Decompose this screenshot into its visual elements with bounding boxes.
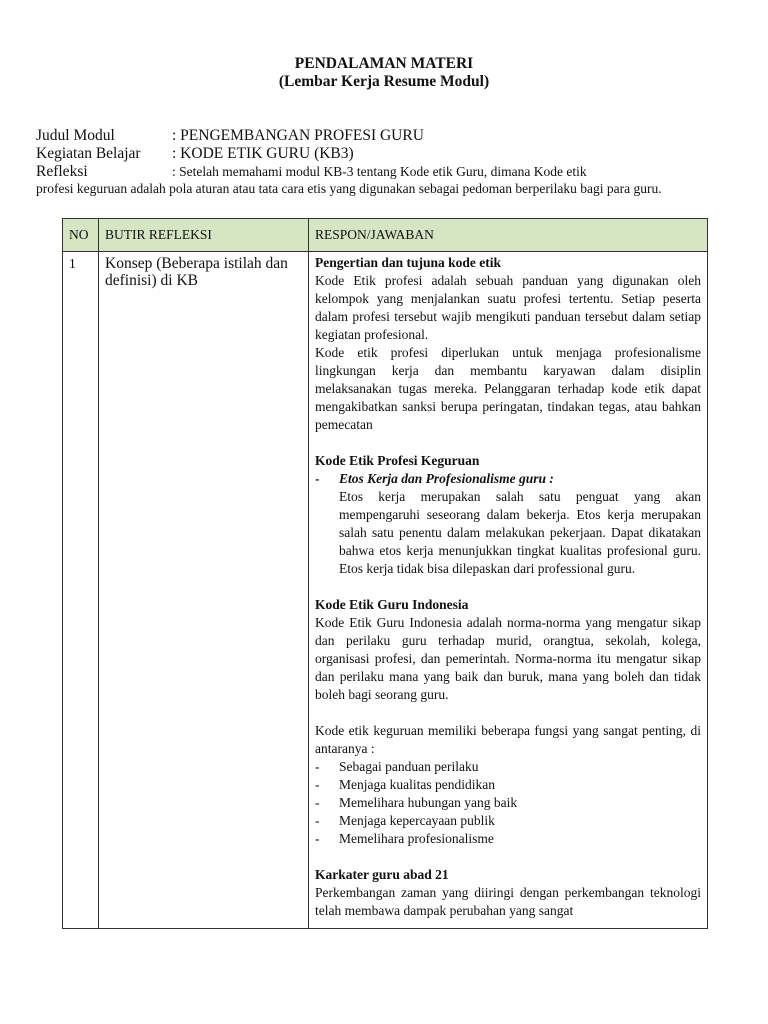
page-title: PENDALAMAN MATERI [294, 55, 474, 72]
meta-refleksi [36, 163, 587, 181]
paragraph: Kode etik keguruan memiliki beberapa fungsi yang sangat penting, di antaranya : [315, 723, 701, 756]
sub-heading [315, 470, 701, 488]
list-item: - Menjaga kualitas pendidikan [315, 777, 495, 792]
meta-judul [36, 127, 424, 145]
section-heading: Pengertian dan tujuna kode etik [315, 255, 502, 270]
list-item: - Sebagai panduan perilaku [315, 759, 479, 774]
paragraph: Kode Etik profesi adalah sebuah panduan yang digunakan oleh kelompok yang menjalankan suatu profesi tertentu. Setiap peserta dalam profesi tersebut wajib mengikuti panduan tersebut dalam setiap kegiatan profesional. [315, 273, 701, 342]
meta-judul-label: Judul Modul [36, 127, 115, 144]
header-respon: RESPON/JAWABAN [309, 219, 708, 252]
header-butir: BUTIR REFLEKSI [99, 219, 309, 252]
section-heading: Karkater guru abad 21 [315, 867, 449, 882]
meta-kegiatan-value: : KODE ETIK GURU (KB3) [172, 145, 354, 162]
paragraph: Kode Etik Guru Indonesia adalah norma-norma yang mengatur sikap dan perilaku guru terhadap murid, orangtua, sekolah, kolega, organisasi profesi, dan pemerintah. Norma-norma itu mengatur sikap dan perilaku mana yang baik dan buruk, mana yang boleh dan tidak boleh bagi seorang guru. [315, 615, 701, 702]
paragraph: Kode etik profesi diperlukan untuk menjaga profesionalisme lingkungan kerja dan membantu karyawan dalam disiplin melaksanakan tugas mereka. Pelanggaran terhadap kode etik dapat mengakibatkan sanksi berupa peringatan, tindakan tegas, atau bahkan pemecatan [315, 345, 701, 432]
section-heading: Kode Etik Guru Indonesia [315, 597, 469, 612]
meta-kegiatan [36, 145, 354, 163]
page-subtitle: (Lembar Kerja Resume Modul) [278, 73, 490, 90]
meta-judul-value: : PENGEMBANGAN PROFESI GURU [172, 127, 424, 144]
row-respon [309, 252, 708, 929]
function-list [315, 758, 701, 848]
header-no: NO [63, 219, 99, 252]
reflection-table [62, 218, 708, 929]
meta-refleksi-label: Refleksi [36, 163, 88, 180]
meta-refleksi-continuation: profesi keguruan adalah pola aturan atau tata cara etis yang digunakan sebagai pedoman berperilaku bagi para guru. [36, 181, 662, 196]
dash-bullet: - [315, 471, 320, 486]
list-item: - Menjaga kepercayaan publik [315, 813, 495, 828]
list-item: - Memelihara hubungan yang baik [315, 795, 518, 810]
table-header-row [63, 219, 708, 252]
row-butir: Konsep (Beberapa istilah dan definisi) di KB [99, 252, 309, 929]
meta-kegiatan-label: Kegiatan Belajar [36, 145, 141, 162]
list-item: - Memelihara profesionalisme [315, 831, 494, 846]
sub-heading-text: Etos Kerja dan Profesionalisme guru : [339, 471, 554, 486]
meta-refleksi-value: : Setelah memahami modul KB-3 tentang Kode etik Guru, dimana Kode etik [172, 164, 587, 179]
paragraph: Perkembangan zaman yang diiringi dengan perkembangan teknologi telah membawa dampak perubahan yang sangat [315, 885, 701, 918]
section-heading: Kode Etik Profesi Keguruan [315, 453, 480, 468]
paragraph: Etos kerja merupakan salah satu penguat yang akan mempengaruhi seseorang dalam bekerja. Etos kerja merupakan salah satu penentu dalam melakukan pekerjaan. Dapat dikatakan bahwa etos kerja menunjukkan tingkat kualitas profesional guru. Etos kerja tidak bisa dilepaskan dari professional guru. [339, 489, 701, 576]
row-no: 1 [63, 252, 99, 929]
table-row [63, 252, 708, 929]
